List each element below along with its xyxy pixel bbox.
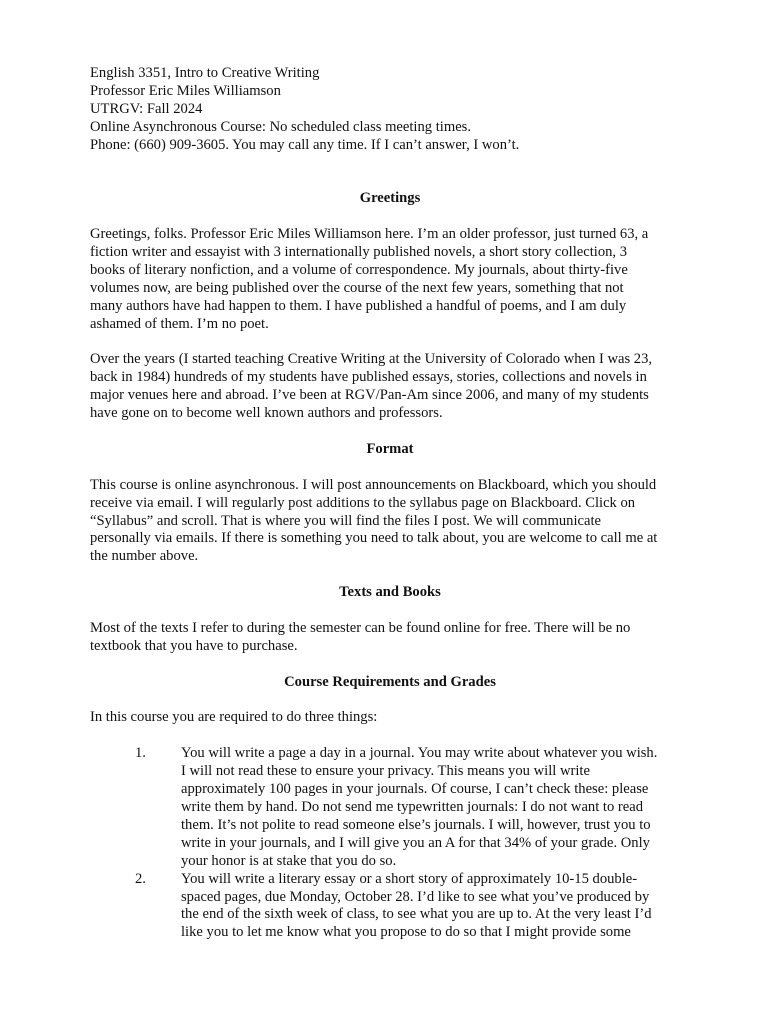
text-line: books of literary nonfiction, and a volume of correspondence. My journals, about thirty-five [90, 261, 628, 278]
text-line: the end of the sixth week of class, to see what you are up to. At the very least I’d [181, 906, 652, 923]
section-heading-format: Format [366, 440, 414, 457]
text-line: ashamed of them. I’m no poet. [90, 315, 269, 332]
text-line: your honor is at stake that you do so. [181, 852, 397, 869]
text-line: receive via email. I will regularly post additions to the syllabus page on Blackboard. Click on [90, 494, 636, 511]
text-line: write in your journals, and I will give you an A for that 34% of your grade. Only [181, 834, 650, 851]
text-line: back in 1984) hundreds of my students have published essays, stories, collections and novels in [90, 369, 647, 386]
greetings-paragraph-2 [90, 351, 690, 423]
text-line: many authors have had happen to them. I have published a handful of poems, and I am duly [90, 297, 627, 314]
list-item [90, 871, 690, 943]
text-line: approximately 100 pages in your journals. Of course, I can’t check these: please [181, 781, 649, 798]
course-header [90, 65, 690, 155]
phone-line: Phone: (660) 909-3605. You may call any time. If I can’t answer, I won’t. [90, 136, 520, 153]
section-heading-greetings: Greetings [359, 190, 421, 207]
text-line: You will write a literary essay or a short story of approximately 10-15 double- [181, 870, 638, 887]
greetings-paragraph-1 [90, 226, 690, 333]
text-line: You will write a page a day in a journal. You may write about whatever you wish. [181, 745, 658, 762]
document-page [90, 65, 690, 942]
list-item-number: 1. [135, 745, 146, 762]
course-format-line: Online Asynchronous Course: No scheduled class meeting times. [90, 118, 471, 135]
text-line: have gone on to become well known authors and professors. [90, 405, 443, 422]
text-line: fiction writer and essayist with 3 internationally published novels, a short story collection, 3 [90, 244, 628, 261]
text-line: Over the years (I started teaching Creative Writing at the University of Colorado when I was 23, [90, 351, 653, 368]
text-line: like you to let me know what you propose to do so that I might provide some [181, 924, 631, 941]
text-line: personally via emails. If there is something you need to talk about, you are welcome to call me at [90, 530, 658, 547]
texts-paragraph [90, 620, 690, 656]
text-line: major venues here and abroad. I’ve been at RGV/Pan-Am since 2006, and many of my students [90, 387, 649, 404]
requirements-intro: In this course you are required to do three things: [90, 709, 378, 726]
course-title: English 3351, Intro to Creative Writing [90, 65, 320, 81]
term: UTRGV: Fall 2024 [90, 100, 203, 117]
professor-name: Professor Eric Miles Williamson [90, 82, 281, 99]
format-paragraph [90, 477, 690, 567]
section-heading-texts: Texts and Books [339, 584, 441, 601]
section-heading-requirements: Course Requirements and Grades [284, 673, 496, 690]
text-line: Most of the texts I refer to during the semester can be found online for free. There will be no [90, 619, 631, 636]
list-item-number: 2. [135, 870, 146, 887]
text-line: the number above. [90, 548, 199, 565]
text-line: volumes now, are being published over the course of the next few years, something that not [90, 279, 624, 296]
text-line: “Syllabus” and scroll. That is where you will find the files I post. We will communicate [90, 512, 601, 529]
text-line: I will not read these to ensure your privacy. This means you will write [181, 763, 590, 780]
list-item [90, 745, 690, 870]
text-line: them. It’s not polite to read someone else’s journals. I will, however, trust you to [181, 816, 651, 833]
text-line: spaced pages, due Monday, October 28. I’d like to see what you’ve produced by [181, 888, 650, 905]
text-line: This course is online asynchronous. I will post announcements on Blackboard, which you should [90, 476, 657, 493]
text-line: textbook that you have to purchase. [90, 637, 298, 654]
text-line: Greetings, folks. Professor Eric Miles Williamson here. I’m an older professor, just turned 63, a [90, 226, 649, 243]
requirements-list [90, 745, 690, 942]
text-line: write them by hand. Do not send me typewritten journals: I do not want to read [181, 799, 644, 815]
